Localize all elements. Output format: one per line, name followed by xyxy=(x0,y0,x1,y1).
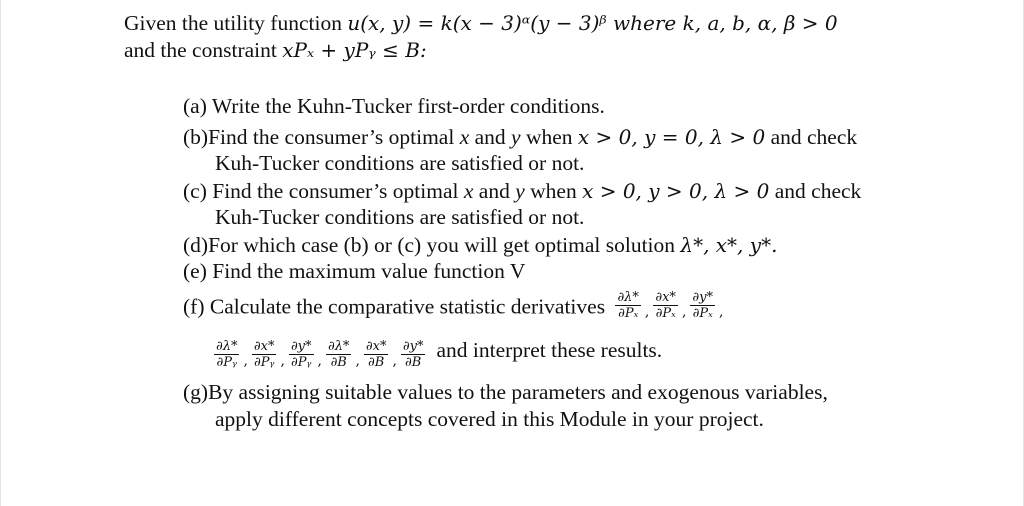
fraction-numerator: ∂x* xyxy=(365,339,387,354)
fraction-numerator: ∂x* xyxy=(655,290,676,305)
comma-separator: , xyxy=(355,352,360,369)
question-g-label: (g) xyxy=(183,380,209,404)
question-c-y: y xyxy=(515,179,525,203)
question-c-condition-math: x > 0, y > 0, λ > 0 xyxy=(582,179,770,203)
question-b-continuation: Kuh-Tucker conditions are satisfied or not. xyxy=(215,151,585,175)
comma-separator: , xyxy=(280,352,285,369)
question-e-label: (e) xyxy=(183,259,207,283)
question-a xyxy=(183,93,605,119)
derivative-fraction xyxy=(364,339,389,370)
question-d-text: For which case (b) or (c) you will get optimal solution xyxy=(208,233,681,257)
utility-function-math: u(x, y) = k(x − 3)ᵅ(y − 3)ᵝ where k, a, b, α, β > 0 xyxy=(347,11,838,35)
question-g-continuation: apply different concepts covered in this Module in your project. xyxy=(215,407,764,431)
question-c-and: and xyxy=(473,179,516,203)
question-e xyxy=(183,258,525,284)
question-f-text: Calculate the comparative statistic derivatives xyxy=(209,294,606,319)
question-b-post: and check xyxy=(765,125,858,149)
question-e-text: Find the maximum value function V xyxy=(212,259,526,283)
comma-separator: , xyxy=(317,352,322,369)
question-b-when: when xyxy=(520,125,578,149)
question-c-continuation: Kuh-Tucker conditions are satisfied or not. xyxy=(215,205,585,229)
question-b-and: and xyxy=(469,125,512,149)
derivative-fraction xyxy=(401,339,426,370)
question-b-y: y xyxy=(511,125,521,149)
question-f-continuation xyxy=(213,339,662,370)
question-c-when: when xyxy=(524,179,583,203)
fraction-denominator: ∂B xyxy=(405,355,422,370)
question-b xyxy=(183,124,857,150)
derivative-fraction xyxy=(653,290,678,321)
fraction-numerator: ∂λ* xyxy=(327,339,350,354)
question-a-text: Write the Kuhn-Tucker first-order conditions. xyxy=(211,94,605,118)
question-d-label: (d) xyxy=(183,233,209,257)
question-f xyxy=(183,290,726,324)
question-c-x: x xyxy=(463,179,474,203)
question-a-label: (a) xyxy=(183,94,207,118)
intro-utility-line xyxy=(124,10,838,36)
constraint-text: and the constraint xyxy=(124,38,283,62)
derivatives-row-1 xyxy=(614,290,726,321)
constraint-math: xPₓ + yPᵧ ≤ B: xyxy=(282,38,427,62)
question-g-text: By assigning suitable values to the parameters and exogenous variables, xyxy=(208,380,828,404)
question-f-label: (f) xyxy=(183,294,205,319)
intro-text: Given the utility function xyxy=(124,11,348,35)
fraction-numerator: ∂y* xyxy=(692,290,713,305)
comma-separator: , xyxy=(243,352,248,369)
derivatives-row-2 xyxy=(213,339,426,370)
fraction-denominator: ∂B xyxy=(330,355,347,370)
question-c-pre: Find the consumer’s optimal xyxy=(212,179,464,203)
comma-separator: , xyxy=(644,303,650,320)
derivative-fraction xyxy=(615,290,640,321)
fraction-numerator: ∂x* xyxy=(253,339,275,354)
fraction-numerator: ∂y* xyxy=(402,339,424,354)
intro-constraint-line xyxy=(124,37,427,63)
question-f-tail: and interpret these results. xyxy=(436,338,663,363)
question-d-math: λ*, x*, y*. xyxy=(680,233,778,257)
fraction-denominator: ∂B xyxy=(368,355,385,370)
question-b-x: x xyxy=(459,125,470,149)
comma-separator: , xyxy=(718,303,724,320)
fraction-numerator: ∂λ* xyxy=(216,339,238,354)
derivative-fraction xyxy=(214,339,239,370)
question-b-label: (b) xyxy=(183,125,209,149)
comma-separator: , xyxy=(392,352,397,369)
derivative-fraction xyxy=(289,339,314,370)
fraction-denominator: ∂Pₓ xyxy=(655,306,676,321)
question-b-pre: Find the consumer’s optimal xyxy=(208,125,460,149)
question-c-label: (c) xyxy=(183,179,207,203)
question-b-condition-math: x > 0, y = 0, λ > 0 xyxy=(577,125,766,149)
fraction-denominator: ∂Pᵧ xyxy=(291,355,312,370)
derivative-fraction xyxy=(252,339,277,370)
question-c xyxy=(183,178,861,204)
derivative-fraction xyxy=(326,339,351,370)
fraction-numerator: ∂y* xyxy=(290,339,312,354)
fraction-numerator: ∂λ* xyxy=(617,290,639,305)
question-g xyxy=(183,379,828,405)
fraction-denominator: ∂Pₓ xyxy=(692,306,713,321)
derivative-fraction xyxy=(690,290,715,321)
question-c-post: and check xyxy=(769,179,862,203)
comma-separator: , xyxy=(681,303,687,320)
fraction-denominator: ∂Pₓ xyxy=(618,306,639,321)
fraction-denominator: ∂Pᵧ xyxy=(216,355,237,370)
fraction-denominator: ∂Pᵧ xyxy=(254,355,275,370)
question-d xyxy=(183,232,777,258)
